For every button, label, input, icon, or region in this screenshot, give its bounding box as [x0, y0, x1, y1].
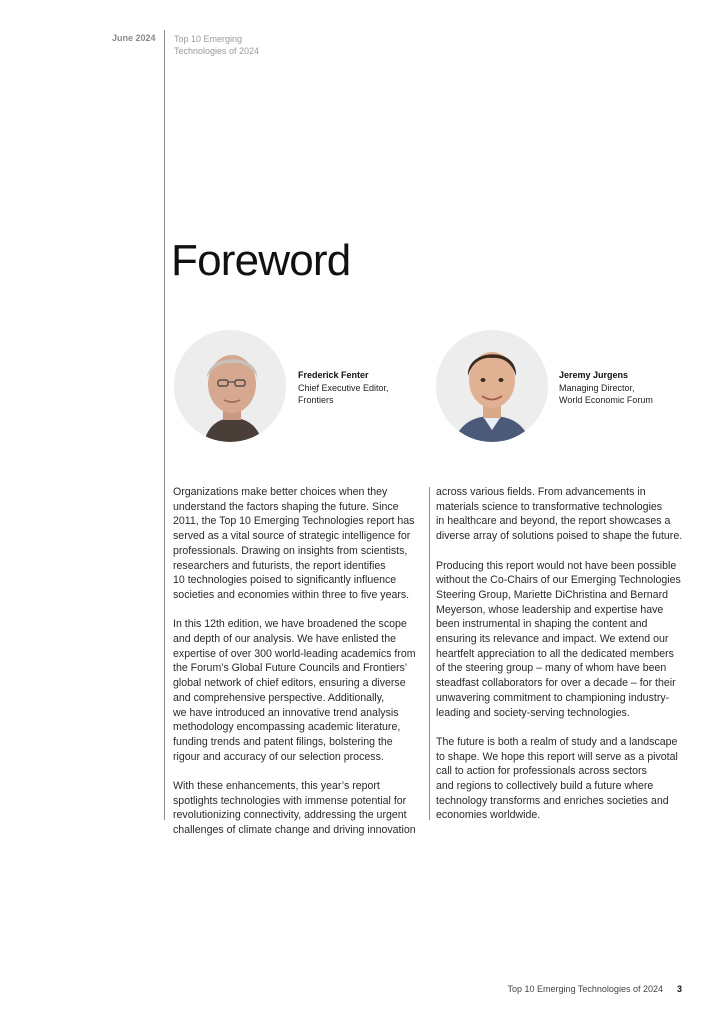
author-organization: Frontiers: [298, 395, 334, 405]
text-line: materials science to transformative technologies: [436, 500, 663, 513]
text-line: and depth of our analysis. We have enlisted the: [173, 633, 397, 646]
text-line: 2011, the Top 10 Emerging Technologies report has: [173, 515, 415, 528]
portrait-frederick-fenter: [174, 330, 286, 442]
text-line: The future is both a realm of study and a landscape: [436, 735, 678, 748]
text-line: and regions to collectively build a future where: [436, 780, 654, 793]
text-line: Meyerson, whose leadership and expertise have: [436, 603, 664, 616]
header-divider: [164, 30, 165, 820]
text-line: Producing this report would not have been possible: [436, 559, 677, 572]
text-line: ensuring its relevance and impact. We extend our: [436, 633, 669, 646]
author-role: Managing Director,: [559, 382, 635, 393]
text-line: and comprehensive perspective. Additionally,: [173, 691, 385, 704]
paragraph: [173, 617, 423, 764]
text-line: professionals. Drawing on insights from scientists,: [173, 544, 408, 557]
text-line: spotlights technologies with immense potential for: [173, 794, 407, 807]
author-frederick-fenter: [298, 369, 389, 407]
page-number: 3: [676, 984, 682, 994]
paragraph: [436, 559, 686, 721]
text-line: served as a vital source of strategic intelligence for: [173, 530, 411, 543]
text-line: understand the factors shaping the future. Since: [173, 500, 399, 513]
portrait-jeremy-jurgens: [436, 330, 548, 442]
text-line: heartfelt appreciation to all the dedicated members: [436, 647, 674, 660]
text-line: Steering Group, Mariette DiChristina and Bernard: [436, 588, 668, 601]
text-line: without the Co-Chairs of our Emerging Technologies: [436, 574, 681, 587]
author-name: Frederick Fenter: [298, 370, 369, 380]
text-line: to shape. We hope this report will serve as a pivotal: [436, 750, 678, 763]
paragraph: [173, 779, 423, 838]
text-line: challenges of climate change and driving innovation: [173, 824, 416, 837]
text-line: 10 technologies poised to significantly influence: [173, 574, 397, 587]
paragraph: [173, 485, 423, 603]
portrait-photo: [436, 330, 548, 442]
text-line: unwavering commitment to championing industry-: [436, 691, 670, 704]
paragraph: [436, 735, 686, 823]
text-line: methodology encompassing academic literature,: [173, 721, 401, 734]
text-line: global network of chief editors, ensuring a diverse: [173, 677, 406, 690]
text-line: call to action for professionals across sectors: [436, 765, 647, 778]
text-line: been instrumental in shaping the content and: [436, 618, 648, 631]
header-report-title: [174, 33, 284, 57]
text-line: researchers and futurists, the report identifies: [173, 559, 386, 572]
column-divider: [429, 487, 430, 820]
author-organization: World Economic Forum: [559, 395, 653, 405]
footer-report-title: Top 10 Emerging Technologies of 2024: [507, 984, 663, 994]
author-role: Chief Executive Editor,: [298, 382, 389, 393]
text-line: across various fields. From advancements in: [436, 486, 646, 498]
text-line: expertise of over 300 world-leading academics from: [173, 647, 416, 660]
text-line: revolutionizing connectivity, addressing the urgent: [173, 809, 407, 822]
text-line: steadfast collaborators for over a decade – for their: [436, 677, 676, 690]
text-line: the Forum’s Global Future Councils and Frontiers’: [173, 662, 408, 675]
text-line: of the steering group – many of whom have been: [436, 662, 667, 675]
text-line: With these enhancements, this year’s report: [173, 780, 380, 793]
body-column-1: [173, 485, 423, 853]
header-title-line: Technologies of 2024: [174, 46, 260, 56]
text-line: Organizations make better choices when they: [173, 486, 388, 498]
paragraph: [436, 485, 686, 544]
page-footer: [470, 984, 682, 994]
text-line: In this 12th edition, we have broadened the scope: [173, 618, 407, 631]
page-title: Foreword: [171, 236, 351, 285]
text-line: societies and economies within three to five years.: [173, 588, 410, 601]
header-title-line: Top 10 Emerging: [174, 34, 243, 44]
text-line: funding trends and patent filings, bolstering the: [173, 735, 393, 748]
author-jeremy-jurgens: [559, 369, 653, 407]
text-line: economies worldwide.: [436, 809, 541, 822]
text-line: leading and society-serving technologies.: [436, 706, 630, 719]
text-line: diverse array of solutions poised to shape the future.: [436, 530, 683, 543]
header-date: June 2024: [112, 33, 156, 43]
portrait-photo: [174, 330, 286, 442]
text-line: we have introduced an innovative trend analysis: [173, 706, 399, 719]
text-line: technology transforms and enriches societies and: [436, 794, 669, 807]
text-line: rigour and accuracy of our selection process.: [173, 750, 384, 763]
body-column-2: [436, 485, 686, 838]
text-line: in healthcare and beyond, the report showcases a: [436, 515, 671, 528]
author-name: Jeremy Jurgens: [559, 370, 629, 380]
